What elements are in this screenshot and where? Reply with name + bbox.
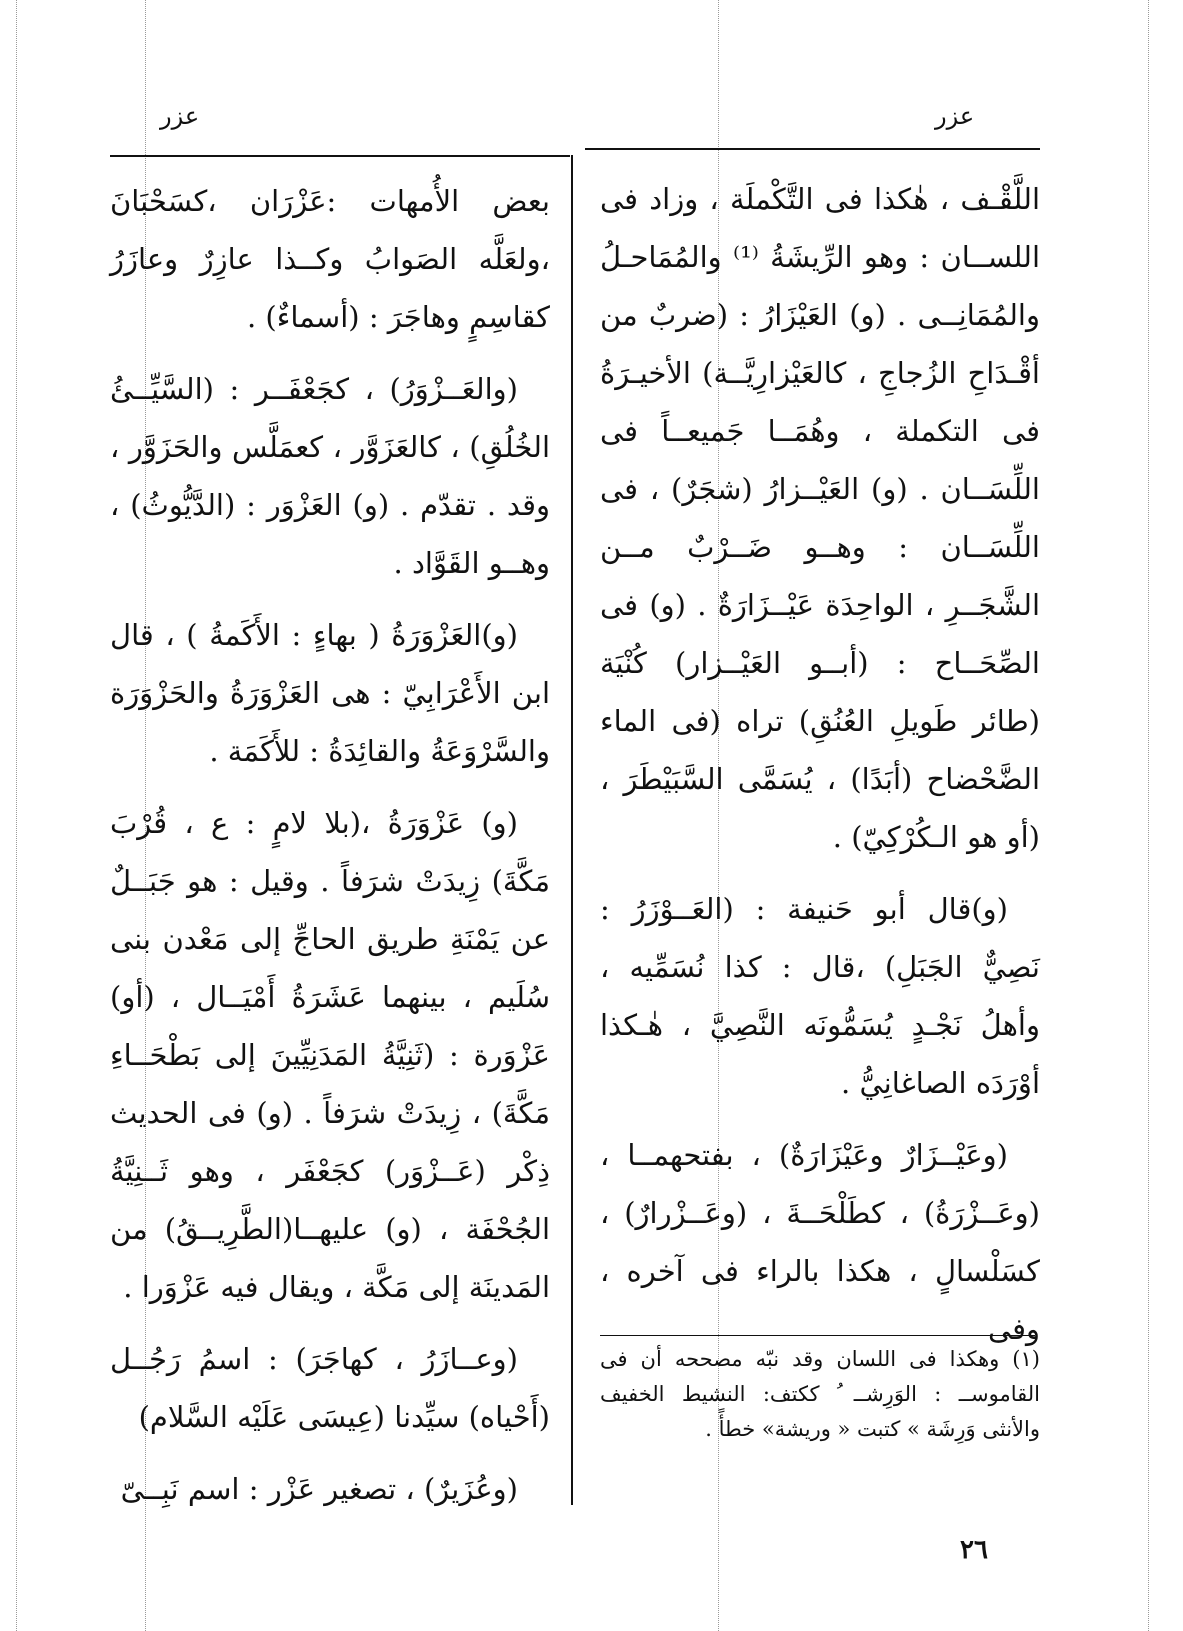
margin-dotted-line [1148, 0, 1149, 1631]
running-head-left: عزر [160, 102, 200, 130]
paragraph: بعض الأُمهات :عَزْرَان ،كسَحْبَانَ ،ولعَلَّه الصَوابُ وكــذا عازِرٌ وعازَرُ كقاسِمٍ وهاجَرَ : (أسماءٌ) . [110, 184, 550, 334]
paragraph: (و)العَزْوَرَةُ ( بهاءٍ : الأَكَمةُ ) ، قال ابن الأَعْرَابِيّ : هى العَزْوَرَةُ والحَزْوَرَة والسَّرْوَعَةُ والقائِدَةُ : للأَكَمَة . [110, 618, 550, 768]
header-rule-left [110, 155, 570, 157]
header-rule-right [585, 148, 1040, 150]
paragraph: (وعُزَيرٌ) ، تصغير عَزْر : اسم نَبِــىّ [120, 1472, 518, 1506]
paragraph: (و) عَزْوَرَةُ ،(بلا لامٍ : ع ، قُرْبَ مَكَّةَ) زِيدَتْ شرَفاً . وقيل : هو جَبَــلٌ عن يَمْنَةِ طريق الحاجِّ إلى مَعْدن بنى سُلَيم ، بينهما عَشَرَةُ أَمْيَــال ، (أو) عَزْوَرة : (ثَنِيَّةُ المَدَنِيِّينَ إلى بَطْحَــاءِ مَكَّةَ) ، زِيدَتْ شرَفاً . (و) فى الحديث ذِكْر (عَــزْوَر) كجَعْفَر ، وهو ثَــنِيَّةُ الجُحْفَة ، (و) عليهــا(الطَّرِيــقُ) من المَدينَة إلى مَكَّة ، ويقال فيه عَزْوَرا . [110, 806, 550, 1304]
paragraph: (وعــازَرُ ، كهاجَرَ) : اسمُ رَجُــل (أَحْياه) سيِّدنا (عِيسَى عَلَيْه السَّلام) [110, 1342, 550, 1434]
running-head-right: عزر [935, 102, 975, 130]
left-column [110, 172, 550, 1532]
paragraph: اللَّقْـف ، هٰكذا فى التَّكْملَة ، وزاد فى اللســان : وهو الرِّيشَةُ ⁽¹⁾ والمُمَاحـلُ والمُمَانِــى . (و) العَيْزَارُ : (ضربٌ من أقْـدَاحِ الزُجاجِ ، كالعَيْزارِيَّــة) الأخيـرَةُ فى التكملة ، وهُمَــا جَميعــاً فى اللِّسَــان . (و) العَيْــزارُ (شجَرٌ) ، فى اللِّسَــان : وهــو ضَــرْبٌ مــن الشَّجَــرِ ، الواحِدَة عَيْــزَارَةٌ . (و) فى الصِّحَــاح : (أبــو العَيْــزار) كُنْيَة (طائر طَويلِ العُنُقِ) تراه (فى الماء الضَّحْضاح (أبَدًا) ، يُسَمَّى السَّبَيْطَرَ ، (أو هو الـكُرْكِيّ) . [600, 182, 1041, 854]
right-column [600, 170, 1040, 1372]
paragraph: (والعَــزْوَرُ) ، كجَعْفَــر : (السَّيِّــئُ الخُلُقِ) ، كالعَزَوَّر ، كعمَلَّس والحَزَوَّر ، وقد . تقدّم . (و) العَزْوَر : (الدَّيُّوثُ) ، وهــو القَوَّاد . [110, 372, 550, 580]
footnote-rule [600, 1335, 1035, 1336]
paragraph: (و)قال أبو حَنيفة : (العَــوْزَرُ : نَصِيٌّ الجَبَلِ) ،قال : كذا نُسَمِّيه ، وأهلُ نَجْـدٍ يُسَمُّونَه النَّصِيَّ ، هٰـكذا أوْرَدَه الصاغانِيُّ . [600, 892, 1040, 1100]
margin-dotted-line [16, 0, 17, 1631]
paragraph: (وعَيْــزَارٌ وعَيْزَارَةٌ) ، بفتحهمــا ، (وعَــزْرَةُ) ، كطَلْحَــةَ ، (وعَــزْرارٌ) ، كسَلْسالٍ ، هكذا بالراء فى آخره ، وفى [600, 1138, 1040, 1346]
footnote: (١) وهكذا فى اللسان وقد نبّه مصححه أن فى القاموســ : الوَرِشــ ُ ككتف: النشيط الخفيف والأنثى وَرِشَة » كتبت « وريشة» خطأً . [600, 1347, 1040, 1441]
column-divider [571, 155, 573, 1505]
page-number: ٢٦ [960, 1535, 988, 1565]
